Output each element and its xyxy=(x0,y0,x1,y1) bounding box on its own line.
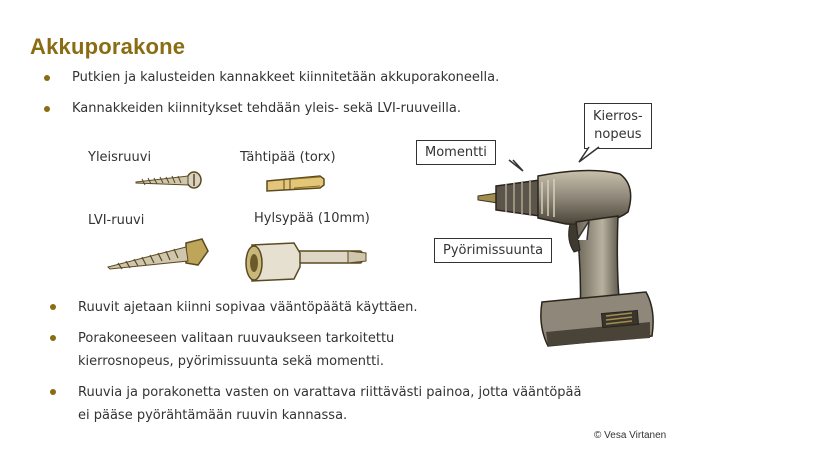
bullet-item: Kannakkeiden kiinnitykset tehdään yleis- sekä LVI-ruuveilla. xyxy=(72,98,499,120)
intro-bullet-list xyxy=(72,67,499,129)
callout-pointer-icon xyxy=(509,161,529,181)
torx-bit-icon xyxy=(264,173,328,195)
socket-bit-icon xyxy=(244,239,372,283)
callout-pyorimissuunta xyxy=(434,238,552,263)
callout-kierrosnopeus-line2: nopeus xyxy=(594,127,642,142)
callout-kierrosnopeus xyxy=(584,103,652,149)
page-title: Akkuporakone xyxy=(30,34,186,59)
callout-pointer-icon xyxy=(577,148,607,168)
callout-kierrosnopeus-line1: Kierros- xyxy=(593,109,643,124)
instruction-bullet-list xyxy=(78,296,598,435)
bullet-item: Porakoneeseen valitaan ruuvaukseen tarkoitettu kierrosnopeus, pyörimissuunta sekä momentti. xyxy=(78,327,478,373)
label-yleisruuvi: Yleisruuvi xyxy=(88,150,152,165)
bullet-item: Ruuvit ajetaan kiinni sopivaa vääntöpäätä käyttäen. xyxy=(78,296,598,319)
lvi-screw-icon xyxy=(106,235,210,275)
bullet-item: Ruuvia ja porakonetta vasten on varattava riittävästi painoa, jotta vääntöpää ei pääse pyörähtämään ruuvin kannassa. xyxy=(78,381,583,427)
label-hylsypaa: Hylsypää (10mm) xyxy=(254,211,370,226)
label-tahtipaa: Tähtipää (torx) xyxy=(240,150,336,165)
callout-pointer-icon xyxy=(573,221,603,241)
callout-momentti-text: Momentti xyxy=(425,145,487,160)
wood-screw-icon xyxy=(132,170,204,190)
label-lvi-ruuvi: LVI-ruuvi xyxy=(88,213,145,228)
callout-pyorimissuunta-text: Pyörimissuunta xyxy=(443,243,544,258)
callout-momentti xyxy=(416,140,496,165)
copyright-credit: © Vesa Virtanen xyxy=(594,430,667,441)
bullet-item: Putkien ja kalusteiden kannakkeet kiinnitetään akkuporakoneella. xyxy=(72,67,499,89)
